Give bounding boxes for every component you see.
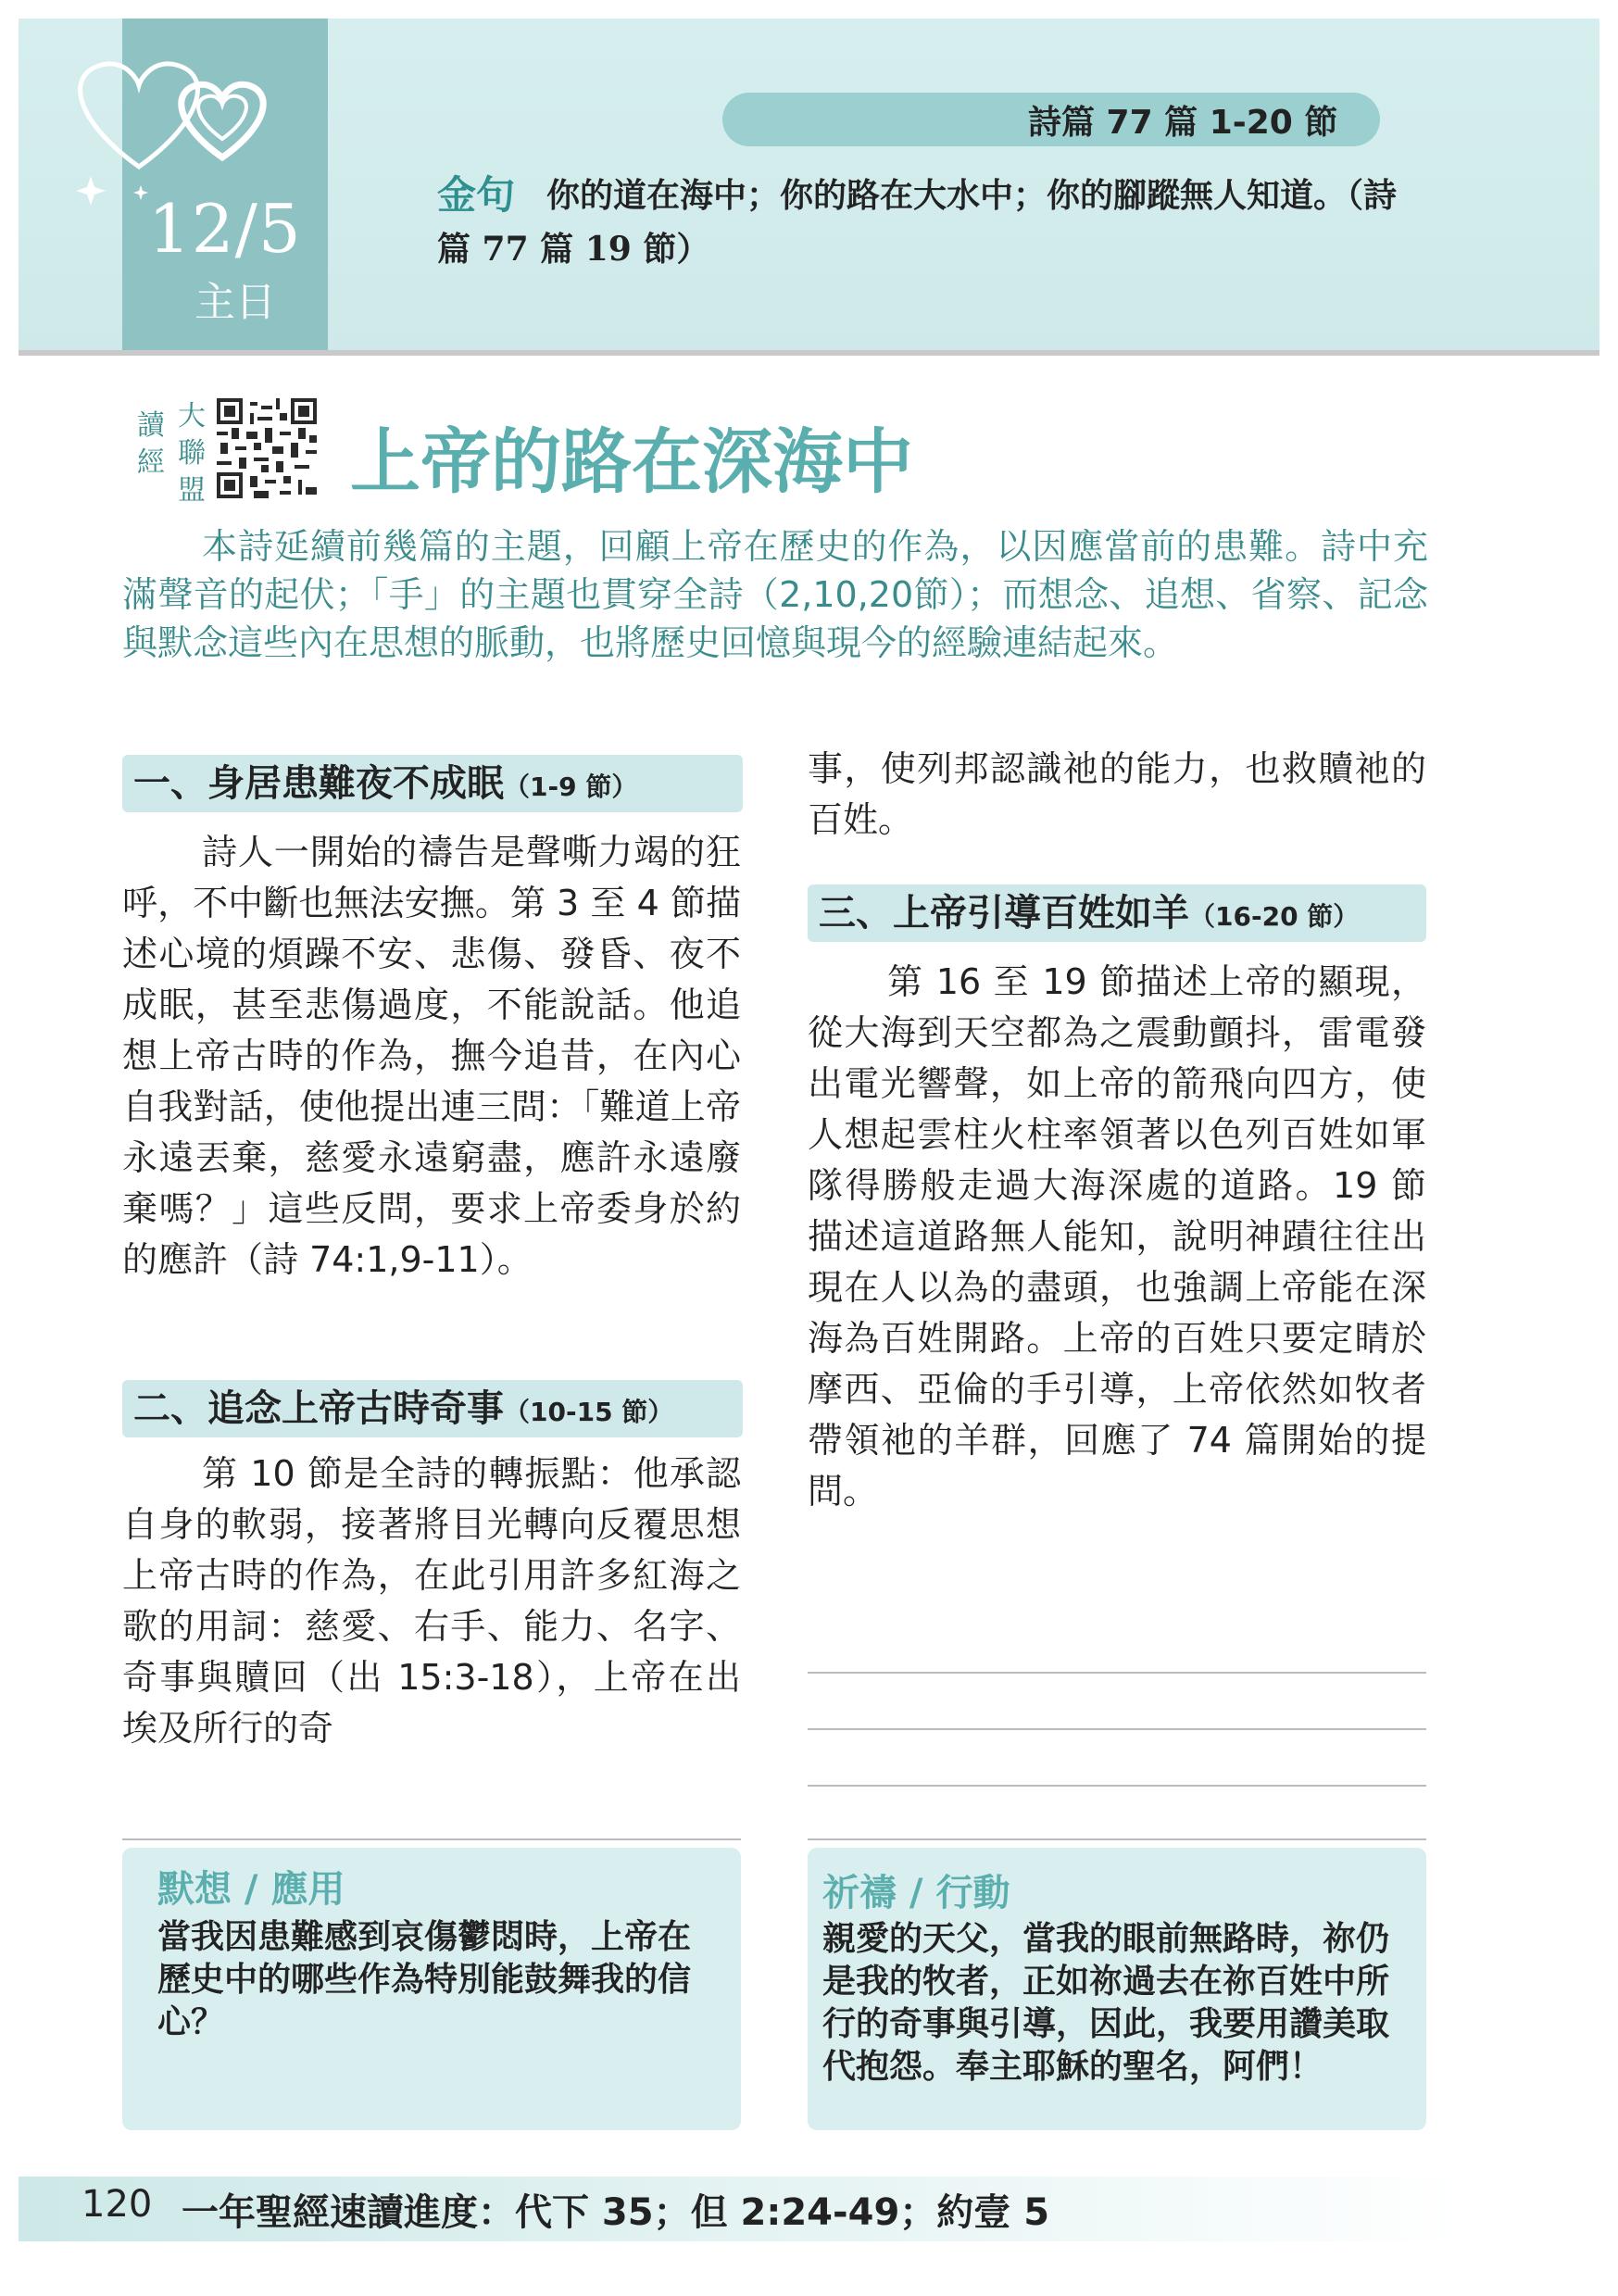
- date-number: 12/5: [148, 190, 302, 268]
- note-line[interactable]: [808, 1672, 1426, 1674]
- section-2-body: 第 10 節是全詩的轉振點：他承認自身的軟弱，接著將目光轉向反覆思想上帝古時的作為，在此引用許多紅海之歌的用詞：慈愛、右手、能力、名字、奇事與贖回（出 15:3-18），上帝在出埃及所行的奇: [122, 1453, 741, 1749]
- page-number: 120: [82, 2183, 153, 2226]
- section-2-range: （10-15 節）: [504, 1397, 674, 1427]
- prayer-text: 親愛的天父，當我的眼前無路時，祢仍是我的牧者，正如祢過去在祢百姓中所行的奇事與引導，因此，我要用讚美取代抱怨。奉主耶穌的聖名，阿們！: [822, 1919, 1390, 2086]
- verse-text: 你的道在海中；你的路在大水中；你的腳蹤無人知道。（詩篇 77 篇 19 節）: [437, 176, 1398, 269]
- section-3-range: （16-20 節）: [1189, 901, 1360, 932]
- section-3-title: 三、上帝引導百姓如羊: [819, 892, 1189, 935]
- qr-label-right: 大聯盟: [178, 400, 206, 507]
- section-1-title: 一、身居患難夜不成眠: [133, 762, 504, 805]
- hearts-icon: [37, 28, 333, 213]
- verse-label: 金句: [437, 172, 516, 218]
- section-3-body: 第 16 至 19 節描述上帝的顯現，從大海到天空都為之震動顫抖，雷電發出電光響聲，如上帝的箭飛向四方，使人想起雲柱火柱率領著以色列百姓如軍隊得勝般走過大海深處的道路。19 節描述這道路無人能知，說明神蹟往往出現在人以為的盡頭，也強調上帝能在深海為百姓開路。上帝的百姓只要定睛於摩西、亞倫的手引導，上帝依然如牧者帶領祂的羊群，回應了 74 篇開始的提問。: [808, 961, 1426, 1512]
- reading-progress: 一年聖經速讀進度：代下 35；但 2:24-49；約壹 5: [182, 2191, 1050, 2234]
- weekday: 主日: [194, 279, 276, 326]
- section-2-continued: 事，使列邦認識祂的能力，也救贖祂的百姓。: [808, 748, 1426, 840]
- divider: [122, 1838, 741, 1840]
- qr-code-icon: [217, 398, 317, 498]
- section-2-heading: [122, 1380, 743, 1437]
- section-1-range: （1-9 節）: [504, 772, 638, 802]
- note-line[interactable]: [808, 1728, 1426, 1730]
- intro-paragraph: 本詩延續前幾篇的主題，回顧上帝在歷史的作為，以因應當前的患難。詩中充滿聲音的起伏；「手」的主題也貫穿全詩（2,10,20節）；而想念、追想、省察、記念與默念這些內在思想的脈動，也將歷史回憶與現今的經驗連結起來。: [122, 526, 1428, 663]
- note-line[interactable]: [808, 1785, 1426, 1787]
- section-3-heading: [808, 885, 1426, 942]
- section-2-title: 二、追念上帝古時奇事: [133, 1387, 504, 1430]
- reflection-label: 默想 / 應用: [157, 1868, 345, 1911]
- scripture-ref: 詩篇 77 篇 1-20 節: [1028, 104, 1338, 142]
- divider: [808, 1838, 1426, 1840]
- section-1-heading: [122, 755, 743, 812]
- qr-label-left: 讀經: [137, 409, 165, 479]
- prayer-label: 祈禱 / 行動: [822, 1872, 1010, 1914]
- page-title: 上帝的路在深海中: [350, 420, 913, 503]
- section-1-body: 詩人一開始的禱告是聲嘶力竭的狂呼，不中斷也無法安撫。第 3 至 4 節描述心境的煩躁不安、悲傷、發昏、夜不成眠，甚至悲傷過度，不能說話。他追想上帝古時的作為，撫今追昔，在內心自我對話，使他提出連三問：「難道上帝永遠丟棄，慈愛永遠窮盡，應許永遠廢棄嗎？」這些反問，要求上帝委身於約的應許（詩 74:1,9-11）。: [122, 832, 741, 1280]
- reflection-text: 當我因患難感到哀傷鬱悶時，上帝在歷史中的哪些作為特別能鼓舞我的信心？: [157, 1917, 692, 2041]
